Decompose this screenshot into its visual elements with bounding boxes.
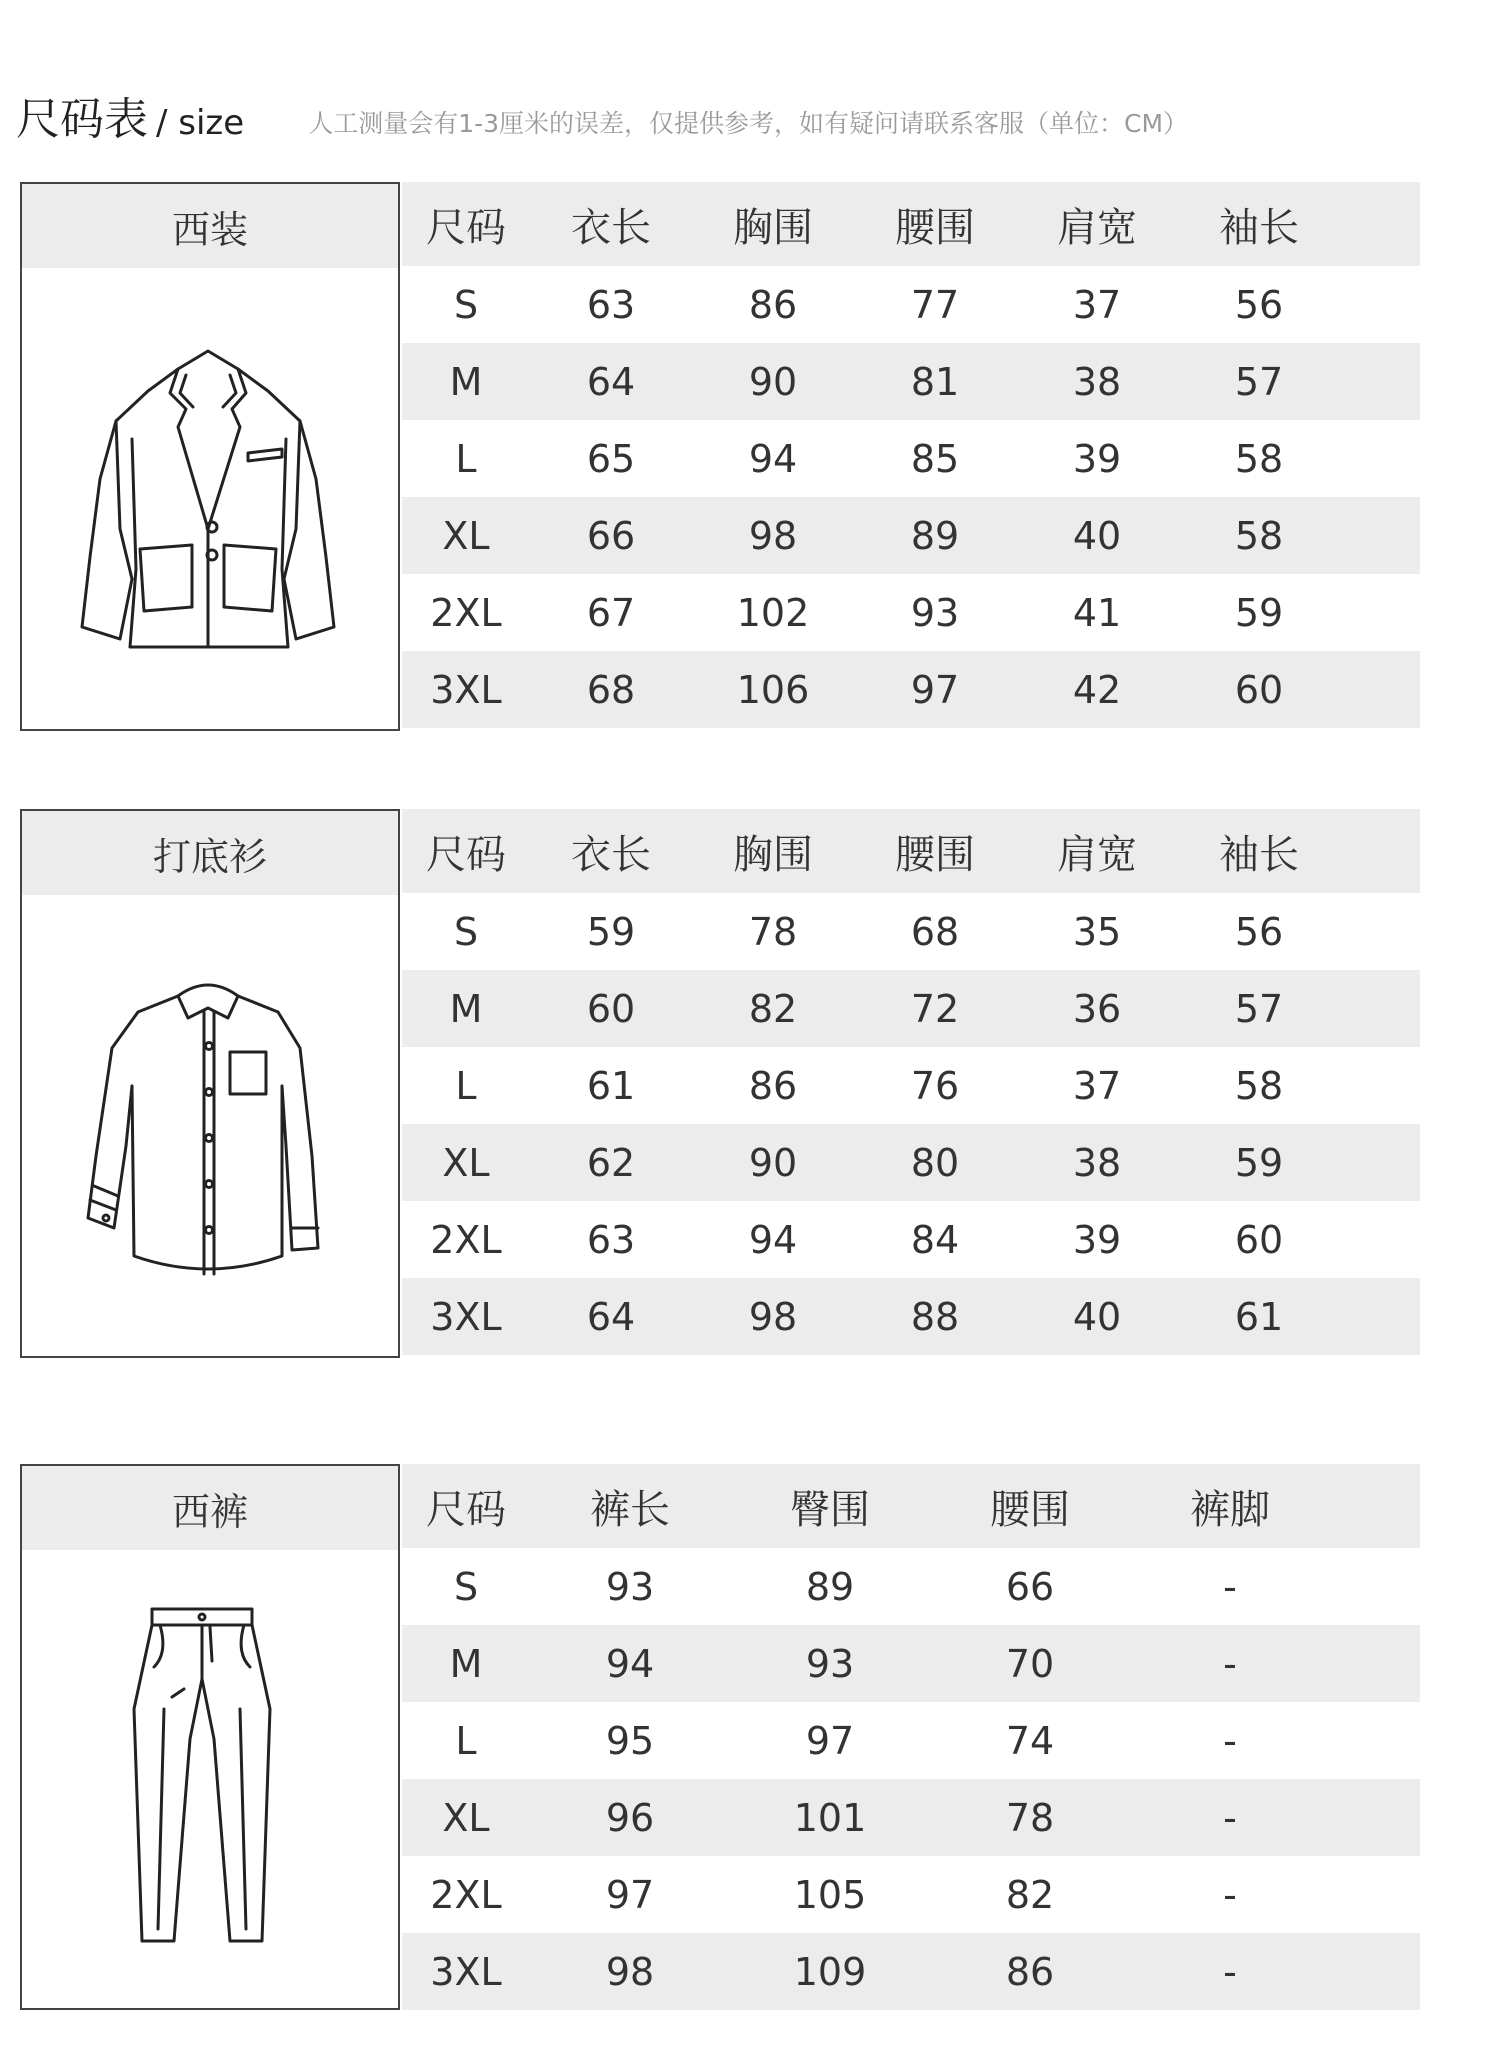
table-row [402,497,1420,574]
page-header [16,72,1189,145]
table-row [402,1201,1420,1278]
value-cell: 86 [748,1063,798,1108]
table-row [402,1779,1420,1856]
garment-panel-suit [20,182,400,731]
value-cell: 58 [1234,1063,1284,1108]
table-header-row [402,1464,1420,1548]
table-row [402,1933,1420,2010]
size-cell: S [453,909,479,954]
value-cell: 61 [1234,1294,1284,1339]
value-cell: 84 [910,1217,960,1262]
value-cell: 56 [1234,909,1284,954]
garment-panel-trousers [20,1464,400,2010]
column-header: 裤长 [590,1486,670,1533]
table-row [402,1278,1420,1355]
table-header-row [402,809,1420,893]
value-cell: 102 [736,590,810,635]
value-cell: 93 [910,590,960,635]
column-header: 肩宽 [1057,204,1137,251]
table-row [402,343,1420,420]
value-cell: 35 [1072,909,1122,954]
value-cell: 58 [1234,436,1284,481]
value-cell: 58 [1234,513,1284,558]
garment-panel-shirt [20,809,400,1358]
value-cell: 42 [1072,667,1122,712]
value-cell: - [1223,1949,1237,1994]
value-cell: 94 [748,436,798,481]
value-cell: 59 [1234,590,1284,635]
value-cell: 38 [1072,359,1122,404]
size-cell: L [455,1718,477,1763]
suit-size-table [402,182,1420,728]
shirt-size-table [402,809,1420,1355]
value-cell: 85 [910,436,960,481]
size-cell: M [449,359,483,404]
value-cell: 59 [1234,1140,1284,1185]
column-header: 腰围 [895,831,975,878]
size-cell: 2XL [430,590,502,635]
value-cell: 97 [605,1872,655,1917]
value-cell: 78 [1005,1795,1055,1840]
value-cell: 101 [793,1795,867,1840]
value-cell: 89 [805,1564,855,1609]
value-cell: 94 [748,1217,798,1262]
value-cell: 60 [586,986,636,1031]
measurement-note: 人工测量会有1-3厘米的误差，仅提供参考，如有疑问请联系客服（单位：CM） [308,108,1189,138]
garment-name: 打底衫 [22,811,398,895]
value-cell: 89 [910,513,960,558]
value-cell: 59 [586,909,636,954]
trousers-size-table [402,1464,1420,2010]
value-cell: - [1223,1718,1237,1763]
value-cell: 62 [586,1140,636,1185]
value-cell: 68 [910,909,960,954]
value-cell: 66 [1005,1564,1055,1609]
size-cell: 3XL [430,1949,502,1994]
value-cell: 70 [1005,1641,1055,1686]
value-cell: 98 [748,1294,798,1339]
size-cell: M [449,986,483,1031]
column-header: 腰围 [990,1486,1070,1533]
table-row [402,1625,1420,1702]
value-cell: 90 [748,359,798,404]
column-header: 肩宽 [1057,831,1137,878]
value-cell: 65 [586,436,636,481]
value-cell: 106 [736,667,810,712]
value-cell: 61 [586,1063,636,1108]
value-cell: - [1223,1795,1237,1840]
column-header: 尺码 [426,1486,506,1533]
value-cell: 82 [748,986,798,1031]
size-cell: M [449,1641,483,1686]
table-row [402,1548,1420,1625]
page-title-en: / size [156,102,245,143]
value-cell: 76 [910,1063,960,1108]
value-cell: 63 [586,282,636,327]
value-cell: 94 [605,1641,655,1686]
value-cell: 41 [1072,590,1122,635]
size-cell: 2XL [430,1217,502,1262]
size-cell: L [455,1063,477,1108]
shirt-icon [60,956,360,1296]
column-header: 衣长 [571,831,651,878]
value-cell: 81 [910,359,960,404]
value-cell: 56 [1234,282,1284,327]
size-cell: L [455,436,477,481]
size-cell: S [453,1564,479,1609]
value-cell: 109 [793,1949,867,1994]
size-cell: 3XL [430,667,502,712]
value-cell: 57 [1234,986,1284,1031]
size-cell: XL [442,1140,490,1185]
table-row [402,1856,1420,1933]
value-cell: 39 [1072,436,1122,481]
value-cell: 67 [586,590,636,635]
value-cell: 72 [910,986,960,1031]
column-header: 尺码 [426,831,506,878]
column-header: 袖长 [1219,831,1299,878]
value-cell: 63 [586,1217,636,1262]
table-row [402,574,1420,651]
table-row [402,420,1420,497]
garment-name: 西装 [22,184,398,268]
column-header: 胸围 [733,831,813,878]
value-cell: 39 [1072,1217,1122,1262]
value-cell: 40 [1072,1294,1122,1339]
size-cell: 3XL [430,1294,502,1339]
size-cell: 2XL [430,1872,502,1917]
value-cell: 60 [1234,667,1284,712]
value-cell: 66 [586,513,636,558]
value-cell: 86 [748,282,798,327]
table-header-row [402,182,1420,266]
value-cell: 97 [805,1718,855,1763]
value-cell: 80 [910,1140,960,1185]
column-header: 胸围 [733,204,813,251]
garment-name: 西裤 [22,1466,398,1550]
table-row [402,651,1420,728]
table-row [402,893,1420,970]
value-cell: 93 [805,1641,855,1686]
value-cell: 40 [1072,513,1122,558]
value-cell: 105 [793,1872,867,1917]
value-cell: 93 [605,1564,655,1609]
value-cell: 88 [910,1294,960,1339]
value-cell: 98 [605,1949,655,1994]
table-row [402,970,1420,1047]
suit-jacket-icon [60,329,360,669]
value-cell: - [1223,1641,1237,1686]
value-cell: 37 [1072,282,1122,327]
value-cell: 97 [910,667,960,712]
value-cell: - [1223,1564,1237,1609]
value-cell: 68 [586,667,636,712]
column-header: 衣长 [571,204,651,251]
column-header: 裤脚 [1190,1486,1270,1533]
column-header: 腰围 [895,204,975,251]
value-cell: 78 [748,909,798,954]
value-cell: 64 [586,1294,636,1339]
column-header: 臀围 [790,1486,870,1533]
value-cell: 86 [1005,1949,1055,1994]
column-header: 尺码 [426,204,506,251]
value-cell: 38 [1072,1140,1122,1185]
column-header: 袖长 [1219,204,1299,251]
value-cell: 74 [1005,1718,1055,1763]
value-cell: 36 [1072,986,1122,1031]
value-cell: - [1223,1872,1237,1917]
trousers-icon [90,1589,330,1969]
value-cell: 77 [910,282,960,327]
value-cell: 90 [748,1140,798,1185]
table-row [402,1124,1420,1201]
value-cell: 60 [1234,1217,1284,1262]
table-row [402,266,1420,343]
value-cell: 98 [748,513,798,558]
value-cell: 37 [1072,1063,1122,1108]
table-row [402,1047,1420,1124]
page-title: 尺码表 [16,94,148,145]
value-cell: 95 [605,1718,655,1763]
value-cell: 57 [1234,359,1284,404]
value-cell: 96 [605,1795,655,1840]
table-row [402,1702,1420,1779]
value-cell: 64 [586,359,636,404]
size-cell: XL [442,1795,490,1840]
size-cell: S [453,282,479,327]
value-cell: 82 [1005,1872,1055,1917]
size-cell: XL [442,513,490,558]
